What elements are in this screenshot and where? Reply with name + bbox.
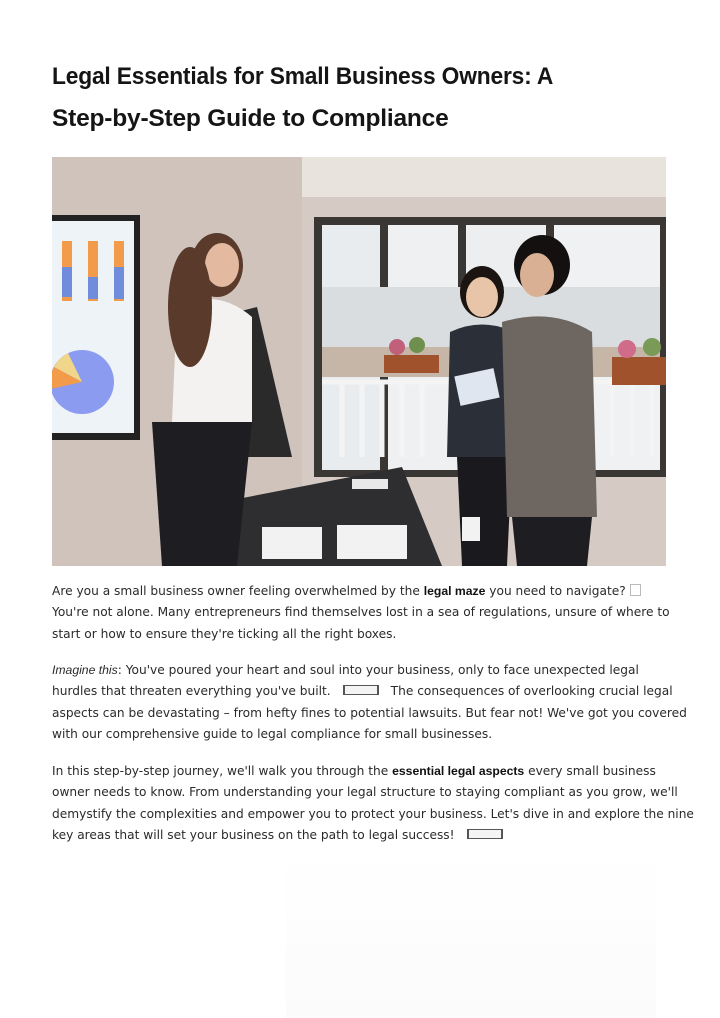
- imagine-line-1-rest: : You've poured your heart and soul into your business, only to face unexpected legal: [117, 663, 639, 677]
- journey-line-4: [52, 825, 672, 846]
- emphasis-legal-maze: legal maze: [423, 584, 486, 598]
- article-title: [52, 56, 672, 140]
- imagine-line-2-end: The consequences of overlooking crucial legal: [390, 684, 673, 699]
- intro-text-start: Are you a small business owner feeling overwhelmed by the: [52, 584, 424, 598]
- business-meeting-photo: [52, 157, 666, 566]
- journey-text-end: every small business: [524, 764, 656, 778]
- imagine-line-4: with our comprehensive guide to legal compliance for small businesses.: [52, 726, 493, 741]
- page-background-fade: [286, 850, 656, 1018]
- journey-text-start: In this step-by-step journey, we'll walk you through the: [52, 764, 393, 778]
- intro-line-2: You're not alone. Many entrepreneurs find themselves lost in a sea of regulations, unsure of where to: [52, 605, 670, 620]
- imagine-line-3: aspects can be devastating – from hefty fines to potential lawsuits. But fear not! We've got you covered: [52, 705, 687, 720]
- journey-line-3: demystify the complexities and empower you to protect your business. Let's dive in and explore the nine: [52, 806, 694, 821]
- article-title-line-1: Legal Essentials for Small Business Owners: A: [52, 63, 554, 90]
- imagine-line-2-start: hurdles that threaten everything you've built.: [52, 684, 331, 699]
- imagine-line-2: [52, 681, 672, 702]
- imagine-line-1: [52, 660, 672, 681]
- hero-image: [52, 157, 666, 566]
- intro-line-3: start or how to ensure they're ticking all the right boxes.: [52, 626, 397, 641]
- article-title-line-2: Step-by-Step Guide to Compliance: [52, 105, 449, 132]
- journey-paragraph: [52, 761, 694, 846]
- intro-text-end: you need to navigate?: [485, 584, 626, 598]
- journey-line-1: [52, 761, 672, 782]
- missing-emoji-glyph-icon: [343, 685, 379, 695]
- intro-line-1: [52, 581, 672, 602]
- imagine-paragraph: [52, 660, 687, 745]
- intro-paragraph: [52, 581, 672, 645]
- journey-line-4-text: key areas that will set your business on the path to legal success!: [52, 827, 455, 842]
- missing-emoji-glyph-icon: [630, 584, 641, 596]
- missing-emoji-glyph-icon: [467, 829, 503, 839]
- emphasis-imagine-this: Imagine this: [52, 663, 118, 677]
- journey-line-2: owner needs to know. From understanding your legal structure to staying compliant as you grow, we'll: [52, 785, 678, 800]
- emphasis-essential-legal-aspects: essential legal aspects: [392, 764, 525, 778]
